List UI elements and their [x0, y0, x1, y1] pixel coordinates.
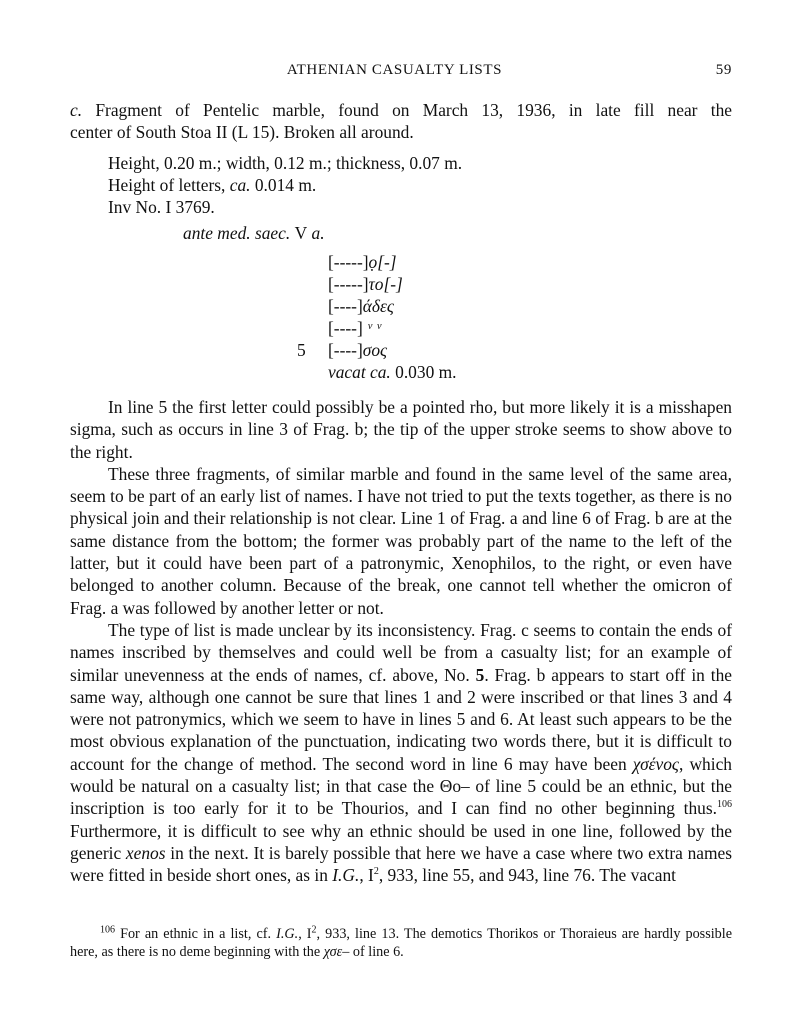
line-bracket: [----] [328, 318, 363, 338]
footnote-text: For an ethnic in a list, cf. [115, 926, 272, 942]
inscription-line [297, 295, 557, 317]
letter-height-label: Height of letters, [108, 175, 226, 195]
line-greek: ọ[-] [368, 252, 397, 272]
measurements-block [108, 152, 628, 218]
greek-letters: χσε– [323, 944, 350, 960]
running-head [0, 62, 789, 82]
inscription-line [297, 251, 557, 273]
entry-label: c. [70, 100, 83, 120]
footnote-106 [70, 925, 732, 961]
inscription-line [297, 317, 557, 339]
footnote [70, 925, 732, 961]
date-century: V [294, 223, 308, 243]
italic-word: xenos [125, 842, 166, 863]
entry-description-line-2: center of South Stoa II (L 15). Broken all around. [70, 122, 414, 142]
entry-line-1-text: Fragment of Pentelic marble, found on March 13, 1936, in late fill near the [95, 100, 732, 120]
paragraph-3-text: . Frag. b appears to start off in the same way, although one cannot be sure that lines 1 and 2 were inscribed or that lines 3 and 4 were not patronymics, which we seem to have in lines 5 and 6. At least such appears to be the most obvious explanation of the punctuation, indicating two words there, but it is difficult to account for the change of method. The second word in line 6 may have been [70, 664, 732, 774]
entry-description [70, 99, 732, 143]
letter-height-line [108, 174, 628, 196]
footnote-text: , I [298, 926, 312, 942]
footnote-number: 106 [100, 924, 115, 936]
line-bracket: [-----] [328, 274, 369, 294]
greek-letters: Θο– [439, 776, 470, 797]
paragraph-3-text: in the next. It is barely possible that here we have a case where two extra names were fitted in beside short ones, as in [70, 842, 732, 886]
date-italic: ante med. saec. [183, 223, 291, 243]
paragraph-3-text: , 933, line 55, and 943, line 76. The vacant [378, 865, 676, 886]
inscription-line [297, 273, 557, 295]
inventory-line: Inv No. I 3769. [108, 197, 215, 217]
paragraph-1: In line 5 the first letter could possibly be a pointed rho, but more likely it is a misshapen sigma, such as occurs in line 3 of Frag. b; the tip of the upper stroke seems to show above to the right. [70, 397, 732, 462]
line-greek: σος [362, 340, 388, 360]
line-greek: άδες [362, 296, 394, 316]
letter-height-value: 0.014 m. [254, 175, 317, 195]
footnote-reference[interactable]: 106 [717, 799, 732, 811]
dimensions-line: Height, 0.20 m.; width, 0.12 m.; thickness, 0.07 m. [108, 153, 463, 173]
paragraph-3-text: Furthermore, it is difficult to see why an ethnic should be used in one line, followed by the generic [70, 820, 732, 863]
commentary [70, 396, 732, 887]
paragraph-3 [70, 619, 732, 887]
cross-reference-number: 5 [475, 664, 485, 685]
running-title: ATHENIAN CASUALTY LISTS [286, 62, 503, 78]
line-bracket: [-----] [328, 252, 369, 272]
line-bracket: [----] [328, 340, 363, 360]
page-number: 59 [715, 62, 732, 78]
entry-description-line-1 [70, 99, 732, 121]
greek-word: χσένος [632, 753, 679, 774]
letter-height-ca: ca. [229, 175, 251, 195]
vacat-line [297, 361, 557, 383]
vacat-label: vacat ca. [328, 362, 391, 382]
line-number: 5 [297, 340, 306, 360]
date-end: a. [311, 223, 325, 243]
dating-line [183, 223, 325, 244]
footnote-text: , 933, line 13. The demotics Thorikos or Thoraieus are hardly possible here, as there is no deme beginning with the [70, 926, 732, 960]
superscript: 2 [373, 866, 379, 878]
paragraph-3-text: of line 5 could be an ethnic, but the inscription is too early for it to be Thourios, and I can find no other beginning thus. [70, 776, 732, 819]
inscription-text [297, 251, 557, 383]
paragraph-3-text: The type of list is made unclear by its inconsistency. Frag. c seems to contain the ends of names inscribed by themselves and could well be from a casualty list; for an example of similar unevenness at the ends of names, cf. above, No. [70, 619, 732, 685]
superscript: 2 [311, 924, 317, 936]
line-greek: το[-] [368, 274, 403, 294]
footnote-text: of line 6. [352, 944, 404, 960]
paragraph-2: These three fragments, of similar marble and found in the same level of the same area, seem to be part of an early list of names. I have not tried to put the texts together, as there is no physical join and their relationship is not clear. Line 1 of Frag. a and line 6 of Frag. b are at the same distance from the bottom; the former was probably part of the name to the left of the latter, but it could have been part of a patronymic, Xenophilos, to the right, or even have belonged to another column. Because of the break, one cannot tell whether the omicron of Frag. a was followed by another letter or not. [70, 463, 732, 618]
vacat-value: 0.030 m. [395, 362, 457, 382]
paragraph-3-text: , which would be natural on a casualty list; in that case the [70, 753, 732, 797]
line-bracket: [----] [328, 296, 363, 316]
line-greek: ᵛ ᵛ [362, 318, 382, 338]
paragraph-3-text: , I [359, 865, 374, 886]
inscription-line [297, 339, 557, 361]
citation-abbrev: I.G. [332, 865, 360, 886]
citation-abbrev: I.G. [276, 926, 299, 942]
